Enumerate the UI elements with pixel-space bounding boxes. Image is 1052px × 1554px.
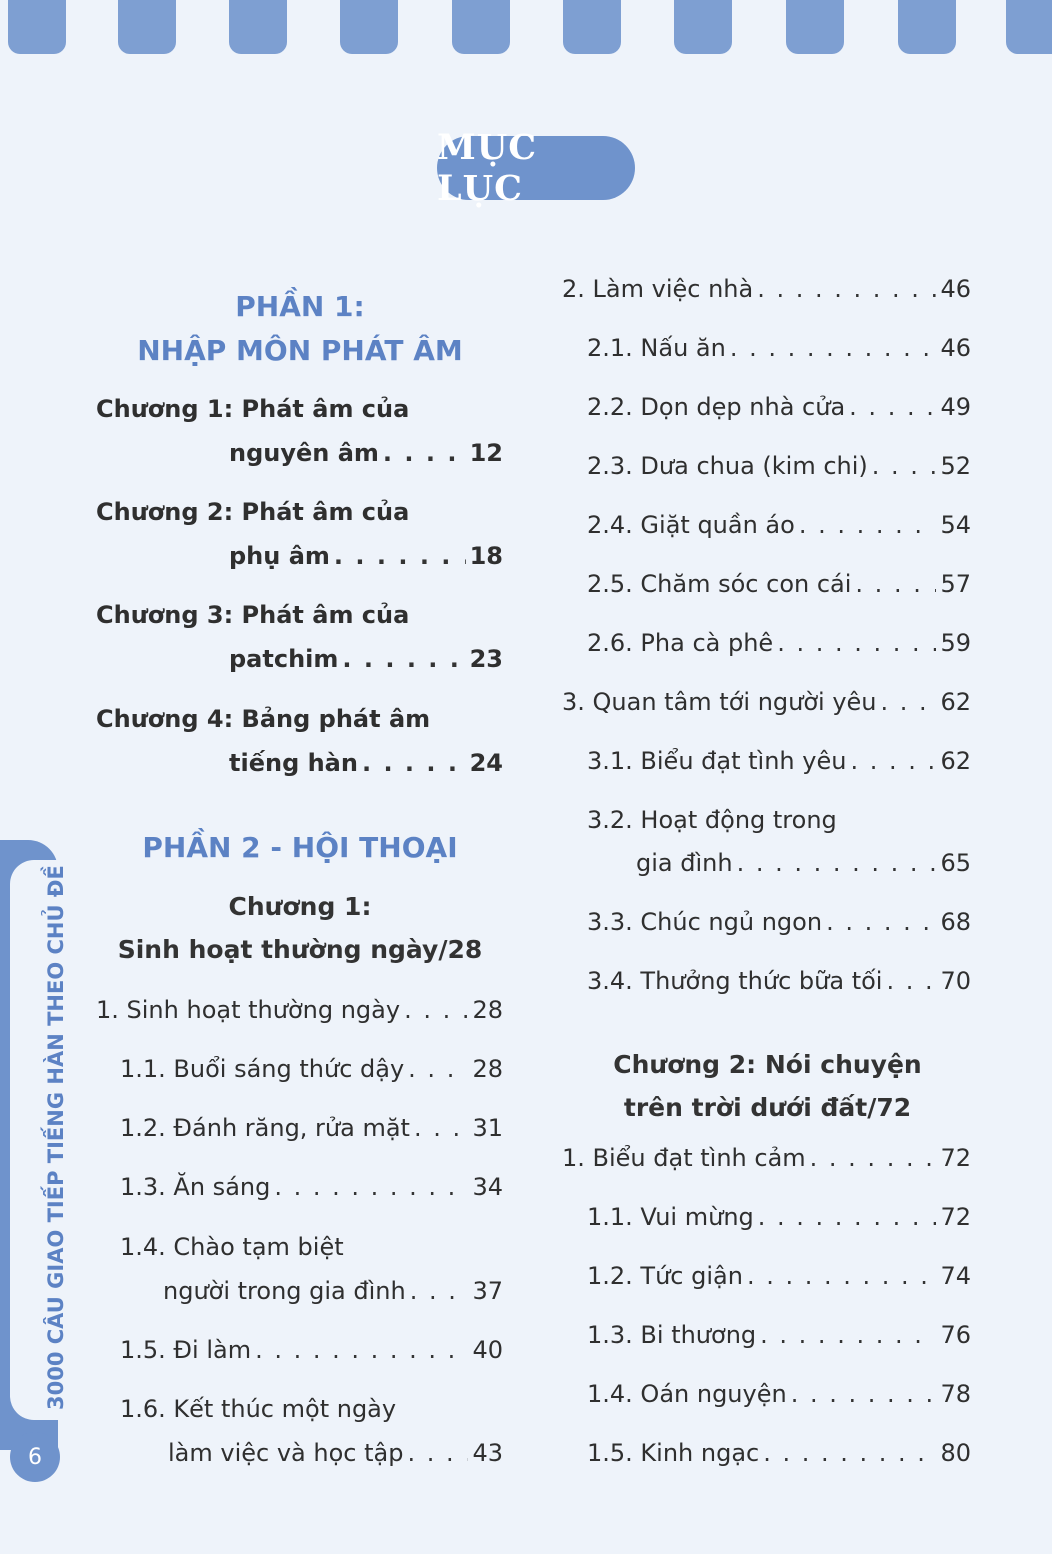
chapter1-heading-line2: Sinh hoạt thường ngày/28 [117,935,483,964]
entry-title: 3. Quan tâm tới người yêu [562,688,877,716]
dot-leader [408,1055,468,1083]
page-title: MỤC LỤC [437,136,635,200]
dot-leader [362,749,466,777]
entry-title: 2. Làm việc nhà [562,275,754,303]
entry-page: 52 [940,452,971,480]
entry-title: 1.3. Ăn sáng [120,1173,271,1201]
entry-title: patchim [229,645,339,673]
entry-title: làm việc và học tập [168,1439,404,1467]
entry-page: 46 [940,334,971,362]
binding-tab [340,0,398,54]
entry-title: 1.1. Vui mừng [587,1203,754,1231]
chapter-label: Chương 2: Phát âm của [96,498,410,526]
chapter-label: Chương 4: Bảng phát âm [96,705,431,733]
entry-title: 2.3. Dưa chua (kim chi) [587,452,868,480]
dot-leader [747,1262,937,1290]
page-number: 6 [10,1432,60,1482]
entry-page: 49 [940,393,971,421]
entry-page: 18 [469,542,503,570]
entry-title: 1.5. Kinh ngạc [587,1439,760,1467]
entry-title: 1. Biểu đạt tình cảm [562,1144,806,1172]
toc-entry[interactable] [562,275,971,303]
entry-page: 72 [940,1203,971,1231]
entry-title: 2.1. Nấu ăn [587,334,726,362]
part1-heading-line1: PHẦN 1: [235,290,365,323]
toc-entry[interactable] [562,688,971,716]
entry-page: 76 [940,1321,971,1349]
toc-entry[interactable] [168,1439,503,1467]
toc-entry[interactable] [636,849,971,877]
entry-page: 28 [472,1055,503,1083]
entry-title-line1: 1.6. Kết thúc một ngày [120,1395,397,1423]
toc-entry[interactable] [587,570,971,598]
toc-entry[interactable] [587,629,971,657]
chapter-label: Chương 1: Phát âm của [96,395,410,423]
toc-entry[interactable] [587,334,971,362]
entry-title: 2.2. Dọn dẹp nhà cửa [587,393,846,421]
entry-page: 80 [940,1439,971,1467]
binding-tab [674,0,732,54]
binding-tab [8,0,66,54]
toc-entry[interactable] [96,996,503,1024]
dot-leader [855,570,936,598]
toc-entry[interactable] [587,908,971,936]
toc-entry[interactable] [587,1262,971,1290]
binding-tab [118,0,176,54]
toc-entry[interactable] [587,747,971,775]
entry-page: 31 [472,1114,503,1142]
binding-tabs [0,0,1052,56]
toc-entry[interactable] [587,452,971,480]
dot-leader [255,1336,468,1364]
entry-title: 1.1. Buổi sáng thức dậy [120,1055,405,1083]
dot-leader [881,688,937,716]
toc-entry[interactable] [587,1439,971,1467]
entry-title-line1: 3.2. Hoạt động trong [587,806,837,834]
dot-leader [383,439,466,467]
dot-leader [760,1321,936,1349]
chapter-label: Chương 3: Phát âm của [96,601,410,629]
toc-entry[interactable] [229,749,503,777]
entry-title: 3.1. Biểu đạt tình yêu [587,747,847,775]
dot-leader [274,1173,468,1201]
toc-entry[interactable] [587,511,971,539]
dot-leader [757,275,936,303]
binding-tab [898,0,956,54]
entry-title: phụ âm [229,542,330,570]
entry-title-line1: 1.4. Chào tạm biệt [120,1233,344,1261]
dot-leader [407,1439,468,1467]
entry-title: 1.2. Tức giận [587,1262,743,1290]
entry-title: gia đình [636,849,733,877]
dot-leader [872,452,937,480]
toc-entry[interactable] [587,1321,971,1349]
entry-title: 1. Sinh hoạt thường ngày [96,996,401,1024]
entry-title: 3.4. Thưởng thức bữa tối [587,967,883,995]
toc-entry[interactable] [587,1203,971,1231]
spine-title: 3000 CÂU GIAO TIẾP TIẾNG HÀN THEO CHỦ ĐỀ [44,865,68,1410]
toc-entry[interactable] [163,1277,503,1305]
entry-title: 2.5. Chăm sóc con cái [587,570,852,598]
dot-leader [758,1203,937,1231]
entry-page: 57 [940,570,971,598]
toc-entry[interactable] [229,439,503,467]
dot-leader [850,747,936,775]
entry-page: 24 [469,749,503,777]
toc-entry[interactable] [229,542,503,570]
toc-entry[interactable] [120,1114,503,1142]
dot-leader [410,1277,469,1305]
entry-page: 40 [472,1336,503,1364]
dot-leader [791,1380,937,1408]
chapter2-heading-line2: trên trời dưới đất/72 [623,1093,912,1122]
entry-title: 2.6. Pha cà phê [587,629,774,657]
entry-page: 46 [940,275,971,303]
dot-leader [404,996,468,1024]
entry-title: 3.3. Chúc ngủ ngon [587,908,823,936]
dot-leader [826,908,936,936]
dot-leader [886,967,936,995]
entry-page: 74 [940,1262,971,1290]
binding-tab [1006,0,1052,54]
toc-entry[interactable] [587,393,971,421]
entry-title: 1.2. Đánh răng, rửa mặt [120,1114,410,1142]
dot-leader [799,511,937,539]
binding-tab [563,0,621,54]
entry-page: 78 [940,1380,971,1408]
binding-tab [452,0,510,54]
entry-page: 62 [940,688,971,716]
entry-page: 23 [469,645,503,673]
entry-page: 65 [940,849,971,877]
dot-leader [737,849,937,877]
toc-entry[interactable] [120,1336,503,1364]
dot-leader [777,629,936,657]
binding-tab [786,0,844,54]
entry-page: 28 [472,996,503,1024]
entry-title: nguyên âm [229,439,379,467]
chapter2-heading-line1: Chương 2: Nói chuyện [613,1050,922,1079]
entry-page: 68 [940,908,971,936]
entry-page: 43 [472,1439,503,1467]
entry-title: 1.5. Đi làm [120,1336,252,1364]
dot-leader [730,334,937,362]
part1-heading-line2: NHẬP MÔN PHÁT ÂM [137,334,463,367]
binding-tab [229,0,287,54]
dot-leader [342,645,465,673]
toc-entry[interactable] [562,1144,971,1172]
dot-leader [849,393,936,421]
entry-page: 34 [472,1173,503,1201]
chapter1-heading-line1: Chương 1: [228,892,372,921]
entry-title: 2.4. Giặt quần áo [587,511,795,539]
entry-page: 12 [469,439,503,467]
entry-page: 54 [940,511,971,539]
entry-title: tiếng hàn [229,749,358,777]
toc-entry[interactable] [120,1173,503,1201]
entry-page: 70 [940,967,971,995]
toc-entry[interactable] [229,645,503,673]
entry-page: 37 [472,1277,503,1305]
dot-leader [810,1144,937,1172]
dot-leader [414,1114,468,1142]
dot-leader [334,542,466,570]
entry-page: 62 [940,747,971,775]
part2-heading: PHẦN 2 - HỘI THOẠI [142,831,458,864]
entry-page: 59 [940,629,971,657]
toc-entry[interactable] [587,1380,971,1408]
toc-entry[interactable] [120,1055,503,1083]
entry-title: 1.3. Bi thương [587,1321,757,1349]
dot-leader [763,1439,936,1467]
toc-entry[interactable] [587,967,971,995]
entry-title: người trong gia đình [163,1277,406,1305]
entry-page: 72 [940,1144,971,1172]
entry-title: 1.4. Oán nguyện [587,1380,787,1408]
